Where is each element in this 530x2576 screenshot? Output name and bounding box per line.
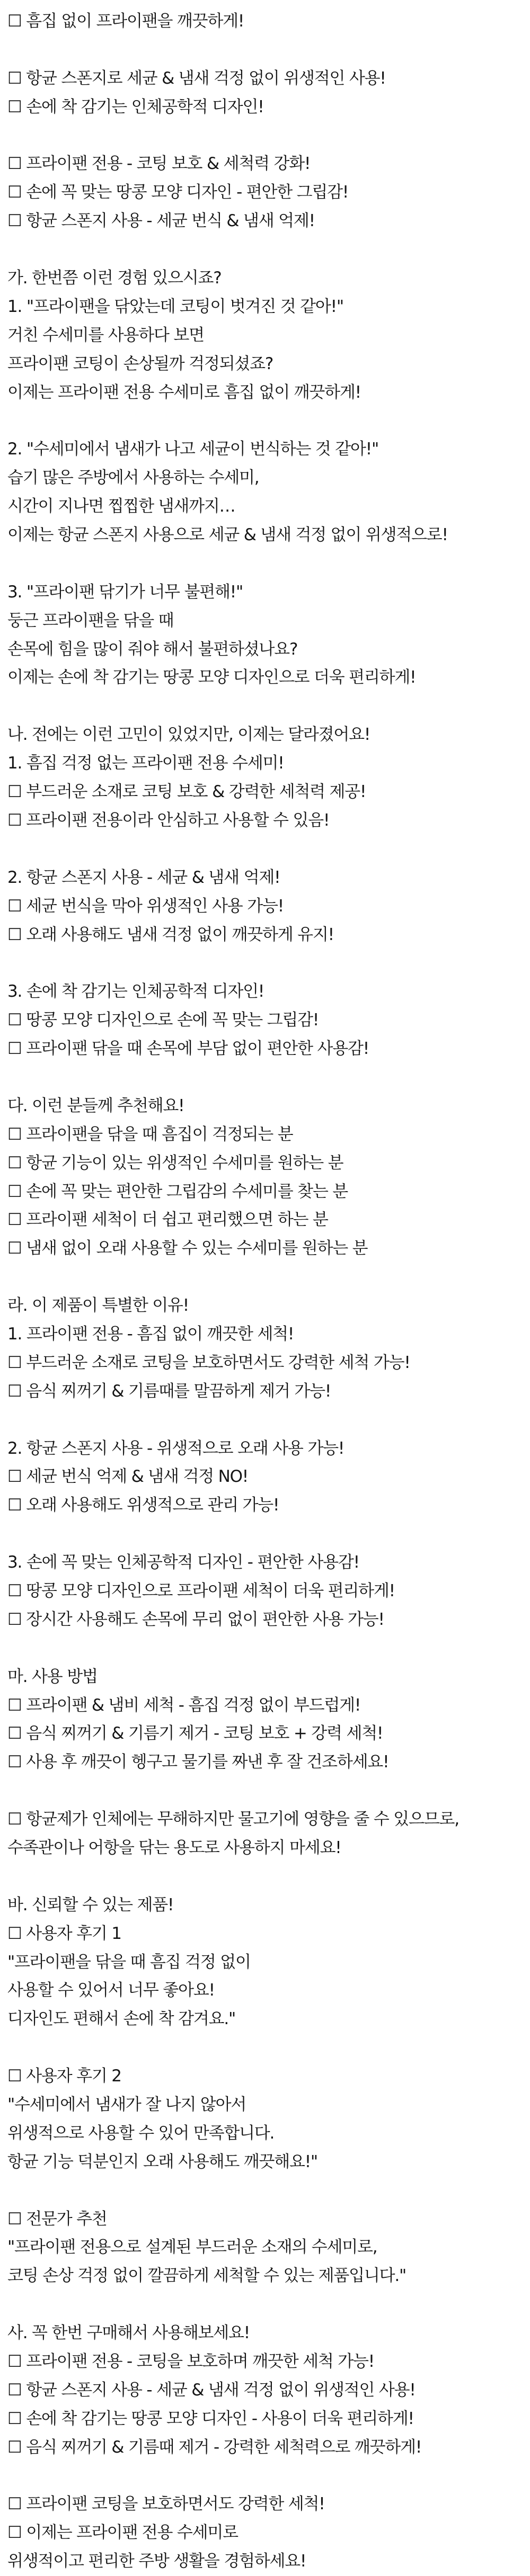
blank-line bbox=[7, 2291, 523, 2319]
text-line: 3. 손에 꼭 맞는 인체공학적 디자인 - 편안한 사용감! bbox=[7, 1553, 359, 1572]
blank-line bbox=[7, 1863, 523, 1891]
text-line: ☐ 전문가 추천 bbox=[7, 2209, 107, 2229]
text-line: 라. 이 제품이 특별한 이유! bbox=[7, 1296, 189, 1316]
blank-line bbox=[7, 1263, 523, 1292]
blank-line bbox=[7, 1406, 523, 1435]
text-line: 코팅 손상 걱정 없이 깔끔하게 세척할 수 있는 제품입니다." bbox=[7, 2266, 407, 2286]
blank-line bbox=[7, 2177, 523, 2205]
text-line: 바. 신뢰할 수 있는 제품! bbox=[7, 1895, 174, 1915]
text-line: ☐ 프라이팬 닦을 때 손목에 부담 없이 편안한 사용감! bbox=[7, 1039, 369, 1059]
text-line: 사. 꼭 한번 구매해서 사용해보세요! bbox=[7, 2323, 250, 2343]
text-line: 나. 전에는 이런 고민이 있었지만, 이제는 달라졌어요! bbox=[7, 725, 370, 745]
blank-line bbox=[7, 1634, 523, 1663]
text-line: 3. 손에 착 감기는 인체공학적 디자인! bbox=[7, 982, 264, 1001]
text-line: 둥근 프라이팬을 닦을 때 bbox=[7, 611, 174, 630]
text-line: "프라이팬 전용으로 설계된 부드러운 소재의 수세미로, bbox=[7, 2238, 377, 2257]
text-line: 거친 수세미를 사용하다 보면 bbox=[7, 325, 204, 345]
text-line: ☐ 냄새 없이 오래 사용할 수 있는 수세미를 원하는 분 bbox=[7, 1239, 368, 1258]
text-line: 2. "수세미에서 냄새가 나고 세균이 번식하는 것 같아!" bbox=[7, 440, 379, 459]
text-line: ☐ 손에 꼭 맞는 편안한 그립감의 수세미를 찾는 분 bbox=[7, 1182, 348, 1201]
blank-line bbox=[7, 692, 523, 721]
text-line: 2. 항균 스폰지 사용 - 위생적으로 오래 사용 가능! bbox=[7, 1438, 344, 1458]
text-line: ☐ 프라이팬 전용 - 코팅 보호 & 세척력 강화! bbox=[7, 154, 311, 174]
text-line: 습기 많은 주방에서 사용하는 수세미, bbox=[7, 468, 259, 488]
blank-line bbox=[7, 2034, 523, 2062]
text-line: 시간이 지나면 찝찝한 냄새까지… bbox=[7, 497, 235, 516]
text-line: ☐ 부드러운 소재로 코팅 보호 & 강력한 세척력 제공! bbox=[7, 782, 366, 802]
text-line: 1. 프라이팬 전용 - 흠집 없이 깨끗한 세척! bbox=[7, 1324, 294, 1344]
text-line: ☐ 프라이팬 코팅을 보호하면서도 강력한 세척! bbox=[7, 2494, 325, 2514]
text-line: ☐ 항균 기능이 있는 위생적인 수세미를 원하는 분 bbox=[7, 1153, 343, 1173]
text-line: ☐ 오래 사용해도 위생적으로 관리 가능! bbox=[7, 1496, 279, 1515]
text-line: 항균 기능 덕분인지 오래 사용해도 깨끗해요!" bbox=[7, 2152, 317, 2171]
blank-line bbox=[7, 949, 523, 978]
text-line: ☐ 항균제가 인체에는 무해하지만 물고기에 영향을 줄 수 있으므로, bbox=[7, 1810, 459, 1829]
text-line: 다. 이런 분들께 추천해요! bbox=[7, 1096, 184, 1115]
text-line: ☐ 프라이팬 세척이 더 쉽고 편리했으면 하는 분 bbox=[7, 1210, 328, 1230]
text-line: ☐ 장시간 사용해도 손목에 무리 없이 편안한 사용 가능! bbox=[7, 1609, 384, 1629]
blank-line bbox=[7, 407, 523, 435]
text-line: 3. "프라이팬 닦기가 너무 불편해!" bbox=[7, 582, 243, 602]
text-line: 위생적으로 사용할 수 있어 만족합니다. bbox=[7, 2123, 275, 2143]
text-line: 디자인도 편해서 손에 착 감겨요." bbox=[7, 2009, 236, 2029]
text-line: ☐ 프라이팬 & 냄비 세척 - 흠집 걱정 없이 부드럽게! bbox=[7, 1695, 361, 1715]
text-line: ☐ 땅콩 모양 디자인으로 프라이팬 세척이 더욱 편리하게! bbox=[7, 1581, 395, 1600]
text-line: ☐ 세균 번식 억제 & 냄새 걱정 NO! bbox=[7, 1467, 249, 1487]
text-line: 이제는 손에 착 감기는 땅콩 모양 디자인으로 더욱 편리하게! bbox=[7, 668, 416, 687]
text-line: ☐ 손에 착 감기는 인체공학적 디자인! bbox=[7, 97, 264, 117]
text-line: ☐ 사용자 후기 2 bbox=[7, 2067, 121, 2086]
blank-line bbox=[7, 1520, 523, 1549]
text-line: ☐ 프라이팬 전용이라 안심하고 사용할 수 있음! bbox=[7, 810, 330, 830]
text-line: ☐ 사용 후 깨끗이 헹구고 물기를 짜낸 후 잘 건조하세요! bbox=[7, 1752, 389, 1772]
text-line: ☐ 사용자 후기 1 bbox=[7, 1924, 121, 1943]
document-body bbox=[7, 7, 523, 2576]
text-line: 위생적이고 편리한 주방 생활을 경험하세요! bbox=[7, 2552, 306, 2571]
text-line: 수족관이나 어항을 닦는 용도로 사용하지 마세요! bbox=[7, 1838, 341, 1857]
text-line: 가. 한번쯤 이런 경험 있으시죠? bbox=[7, 269, 222, 288]
text-line: ☐ 오래 사용해도 냄새 걱정 없이 깨끗하게 유지! bbox=[7, 925, 334, 944]
blank-line bbox=[7, 1777, 523, 1805]
blank-line bbox=[7, 2462, 523, 2491]
text-line: ☐ 프라이팬 전용 - 코팅을 보호하며 깨끗한 세척 가능! bbox=[7, 2352, 374, 2372]
text-line: 이제는 프라이팬 전용 수세미로 흠집 없이 깨끗하게! bbox=[7, 382, 361, 402]
blank-line bbox=[7, 835, 523, 864]
text-line: ☐ 손에 착 감기는 땅콩 모양 디자인 - 사용이 더욱 편리하게! bbox=[7, 2409, 414, 2428]
text-line: ☐ 부드러운 소재로 코팅을 보호하면서도 강력한 세척 가능! bbox=[7, 1353, 410, 1372]
text-line: "수세미에서 냄새가 잘 나지 않아서 bbox=[7, 2095, 246, 2115]
text-line: ☐ 항균 스폰지 사용 - 세균 번식 & 냄새 억제! bbox=[7, 211, 315, 231]
text-line: ☐ 음식 찌꺼기 & 기름때 제거 - 강력한 세척력으로 깨끗하게! bbox=[7, 2437, 422, 2457]
text-line: ☐ 이제는 프라이팬 전용 수세미로 bbox=[7, 2523, 238, 2543]
text-line: 2. 항균 스폰지 사용 - 세균 & 냄새 억제! bbox=[7, 867, 280, 887]
text-line: ☐ 세균 번식을 막아 위생적인 사용 가능! bbox=[7, 896, 284, 916]
text-line: 손목에 힘을 많이 줘야 해서 불편하셨나요? bbox=[7, 639, 298, 659]
text-line: ☐ 프라이팬을 닦을 때 흠집이 걱정되는 분 bbox=[7, 1124, 293, 1144]
blank-line bbox=[7, 122, 523, 150]
text-line: 사용할 수 있어서 너무 좋아요! bbox=[7, 1981, 215, 2000]
text-line: 마. 사용 방법 bbox=[7, 1667, 98, 1686]
blank-line bbox=[7, 36, 523, 65]
text-line: ☐ 항균 스폰지로 세균 & 냄새 걱정 없이 위생적인 사용! bbox=[7, 68, 386, 88]
text-line: ☐ 음식 찌꺼기 & 기름기 제거 - 코팅 보호 + 강력 세척! bbox=[7, 1724, 383, 1743]
text-line: "프라이팬을 닦을 때 흠집 걱정 없이 bbox=[7, 1952, 251, 1972]
text-line: ☐ 땅콩 모양 디자인으로 손에 꼭 맞는 그립감! bbox=[7, 1010, 319, 1030]
blank-line bbox=[7, 550, 523, 578]
text-line: ☐ 음식 찌꺼기 & 기름때를 말끔하게 제거 가능! bbox=[7, 1381, 331, 1401]
text-line: 이제는 항균 스폰지 사용으로 세균 & 냄새 걱정 없이 위생적으로! bbox=[7, 525, 448, 545]
text-line: ☐ 항균 스폰지 사용 - 세균 & 냄새 걱정 없이 위생적인 사용! bbox=[7, 2380, 416, 2400]
blank-line bbox=[7, 236, 523, 264]
text-line: ☐ 흠집 없이 프라이팬을 깨끗하게! bbox=[7, 12, 244, 31]
text-line: 프라이팬 코팅이 손상될까 걱정되셨죠? bbox=[7, 354, 273, 373]
text-line: 1. 흠집 걱정 없는 프라이팬 전용 수세미! bbox=[7, 754, 284, 773]
blank-line bbox=[7, 1063, 523, 1092]
text-line: ☐ 손에 꼭 맞는 땅콩 모양 디자인 - 편안한 그립감! bbox=[7, 183, 349, 202]
text-line: 1. "프라이팬을 닦았는데 코팅이 벗겨진 것 같아!" bbox=[7, 297, 343, 316]
